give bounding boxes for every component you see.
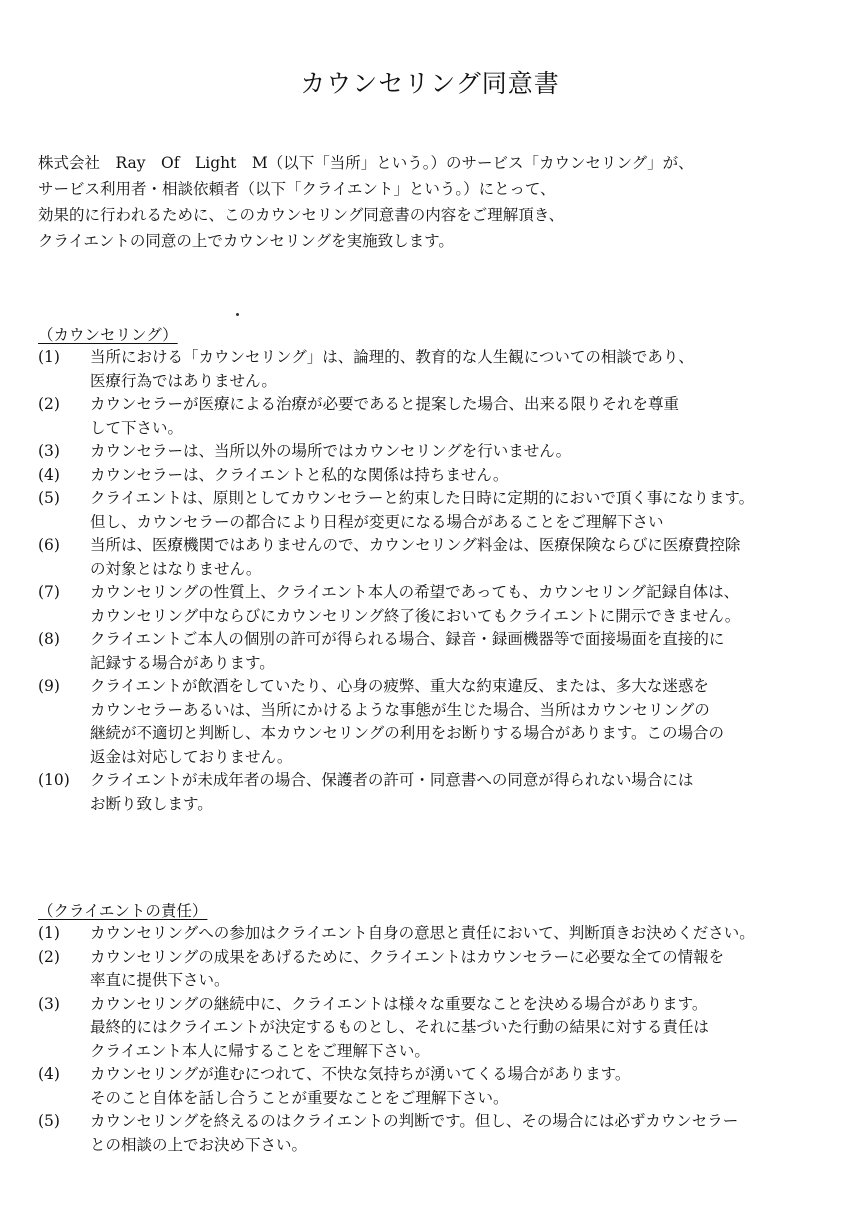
item-line: 医療行為ではありません。 [90,371,277,390]
list-item [38,487,838,534]
item-line: カウンセラーは、当所以外の場所ではカウンセリングを行いません。 [90,442,572,460]
item-line: クライエントが飲酒をしていたり、心身の疲弊、重大な約束違反、または、多大な迷惑を [90,677,709,695]
list-item [38,440,838,464]
item-line: の対象とはなりません。 [90,559,262,578]
item-line: カウンセリングの継続中に、クライエントは様々な重要なことを決める場合があります。 [90,994,708,1013]
item-text [90,675,838,769]
list-item [38,1110,838,1157]
intro-line: クライエントの同意の上でカウンセリングを実施致します。 [38,232,454,250]
list-item [38,1063,838,1110]
item-text [90,946,838,993]
item-text [90,1063,838,1110]
item-line: クライエントが未成年者の場合、保護者の許可・同意書への同意が得られない場合には [90,771,694,789]
list-item [38,769,838,816]
item-number: (6) [38,536,60,554]
item-text [90,534,838,581]
item-number: (2) [38,947,60,966]
item-text [90,581,838,628]
item-line: 率直に提供下さい。 [90,971,230,989]
list-item [38,393,838,440]
intro-line: 効果的に行われるために、このカウンセリング同意書の内容をご理解頂き、 [38,206,565,224]
item-number: (1) [38,924,60,942]
item-list [38,922,838,1157]
item-text [90,993,838,1064]
item-line: そのこと自体を話し合うことが重要なことをご理解下さい。 [90,1088,509,1107]
item-number: (4) [38,465,60,484]
item-line: お断り致します。 [90,794,213,813]
list-item [38,993,838,1064]
item-line: カウンセリング中ならびにカウンセリング終了後においてもクライエントに開示できません。 [90,606,741,625]
item-line: して下さい。 [90,418,184,437]
section-client-responsibility [38,900,838,1157]
item-line: カウンセラーが医療による治療が必要であると提案した場合、出来る限りそれを尊重 [90,395,680,413]
item-line: 当所における「カウンセリング」は、論理的、教育的な人生観についての相談であり、 [90,348,694,366]
item-number: (2) [38,395,60,413]
list-item [38,346,838,393]
item-line: 記録する場合があります。 [90,653,275,672]
item-line: クライエント本人に帰することをご理解下さい。 [90,1041,430,1060]
item-list [38,346,838,816]
item-line: カウンセリングへの参加はクライエント自身の意思と責任において、判断頂きお決めください。 [90,924,755,942]
item-line: との相談の上でお決め下さい。 [90,1135,308,1154]
item-number: (5) [38,489,60,507]
item-number: (9) [38,677,60,695]
item-text [90,346,838,393]
item-text [90,769,838,816]
item-line: クライエントご本人の個別の許可が得られる場合、録音・録画機器等で面接場面を直接的に [90,630,725,648]
item-number: (7) [38,583,60,601]
item-line: 返金は対応しておりません。 [90,747,293,766]
scan-speck [236,313,239,316]
section-heading: （カウンセリング） [38,326,178,344]
item-line: カウンセラーは、クライエントと私的な関係は持ちません。 [90,465,509,484]
intro-paragraph [38,150,838,254]
item-line: カウンセリングの成果をあげるために、クライエントはカウンセラーに必要な全ての情報を [90,947,725,966]
list-item [38,464,838,488]
item-line: カウンセラーあるいは、当所にかけるような事態が生じた場合、当所はカウンセリングの [90,700,710,719]
item-line: 当所は、医療機関ではありませんので、カウンセリング料金は、医療保険ならびに医療費控除 [90,536,741,554]
item-number: (3) [38,442,60,460]
item-text [90,393,838,440]
list-item [38,628,838,675]
intro-line: サービス利用者・相談依頼者（以下「クライエント」という。）にとって、 [38,180,556,198]
item-number: (1) [38,348,60,366]
item-line: 但し、カウンセラーの都合により日程が変更になる場合があることをご理解下さい [90,512,664,531]
intro-line: 株式会社 Ray Of Light M（以下「当所」という。）のサービス「カウンセリング」が、 [38,154,694,172]
item-line: 継続が不適切と判断し、本カウンセリングの利用をお断りする場合があります。この場合の [90,724,724,742]
list-item [38,675,838,769]
item-text [90,487,838,534]
list-item [38,534,838,581]
item-number: (8) [38,630,60,648]
item-number: (4) [38,1065,60,1083]
list-item [38,946,838,993]
item-line: 最終的にはクライエントが決定するものとし、それに基づいた行動の結果に対する責任は [90,1018,709,1036]
section-heading: （クライエントの責任） [38,902,208,920]
item-text [90,1110,838,1157]
list-item [38,581,838,628]
section-counseling [38,324,838,816]
item-text [90,440,838,464]
document-title: カウンセリング同意書 [300,69,560,98]
item-text [90,464,838,488]
item-line: カウンセリングが進むにつれて、不快な気持ちが湧いてくる場合があります。 [90,1065,631,1083]
item-number: (3) [38,994,60,1013]
item-number: (5) [38,1112,60,1130]
item-line: カウンセリングの性質上、クライエント本人の希望であっても、カウンセリング記録自体は、 [90,583,740,601]
list-item [38,922,838,946]
item-text [90,628,838,675]
item-line: クライエントは、原則としてカウンセラーと約束した日時に定期的においで頂く事になります。 [90,489,755,507]
item-text [90,922,838,946]
item-line: カウンセリングを終えるのはクライエントの判断です。但し、その場合には必ずカウンセラー [90,1112,739,1130]
item-number: (10) [38,771,70,789]
